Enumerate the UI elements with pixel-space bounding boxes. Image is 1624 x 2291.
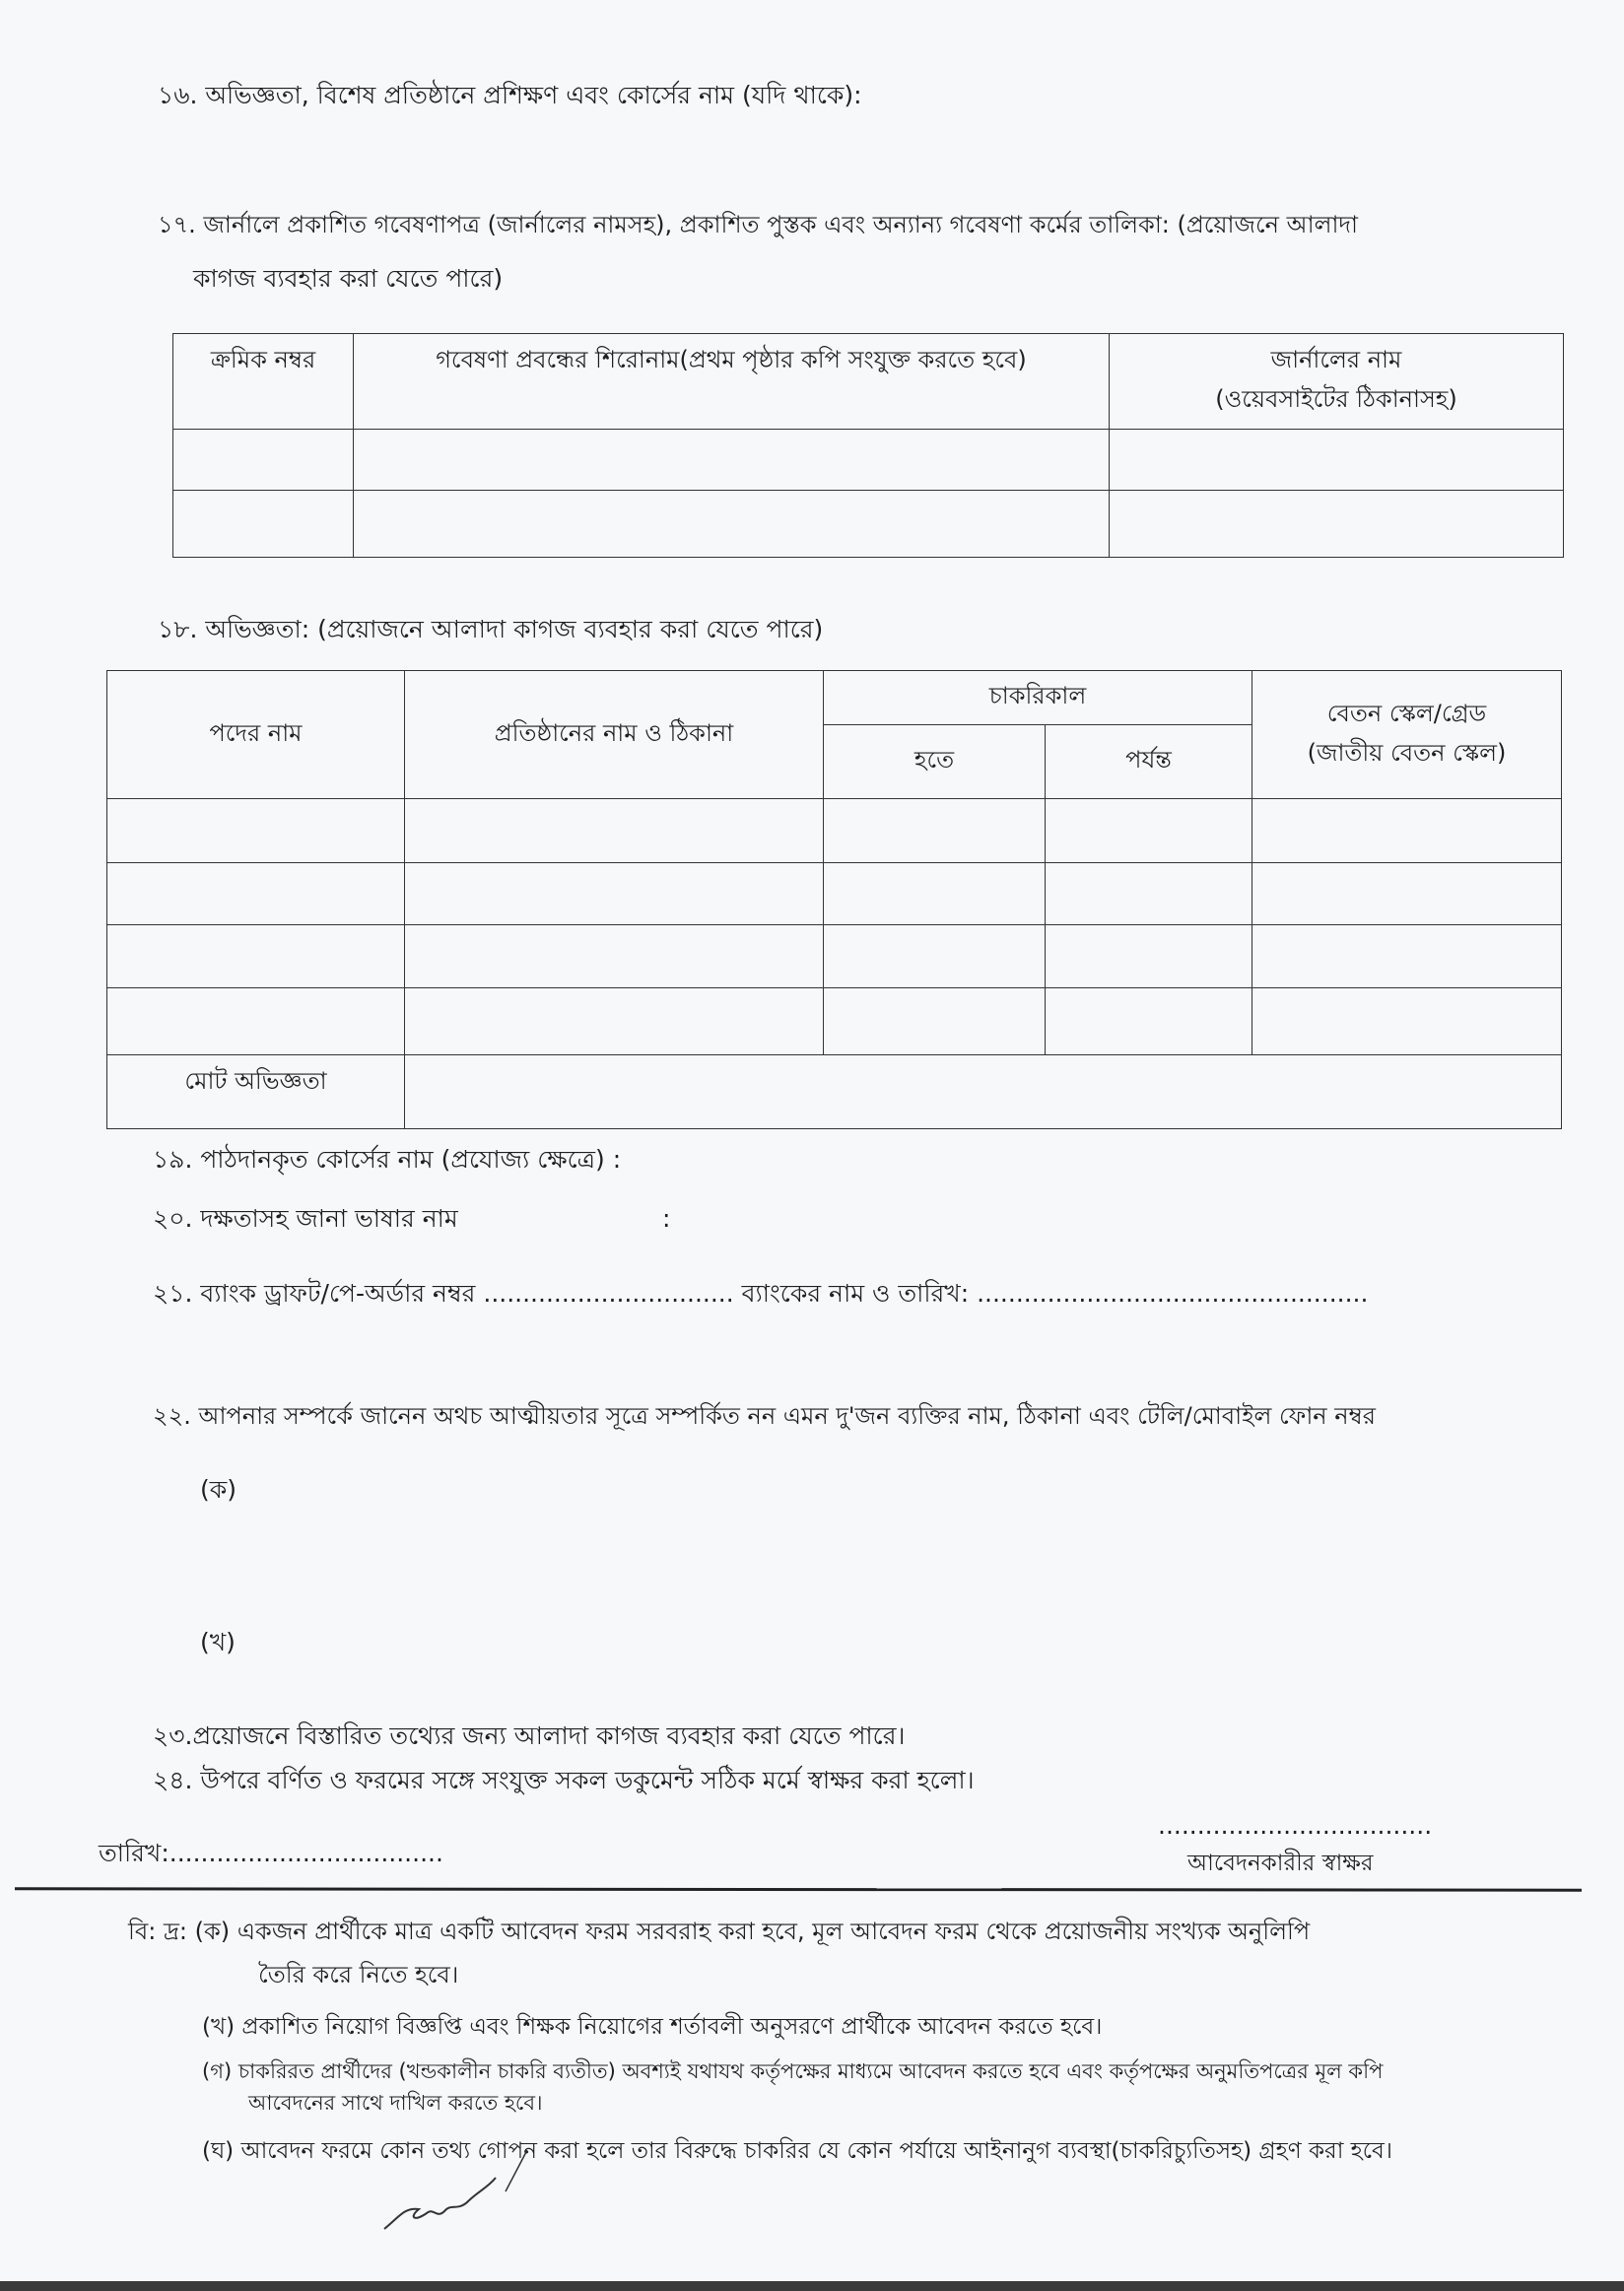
draft-number-field[interactable]: ................................ bbox=[483, 1279, 734, 1308]
cell[interactable] bbox=[824, 925, 1046, 988]
cell[interactable] bbox=[405, 988, 824, 1055]
header-post: পদের নাম bbox=[107, 671, 405, 799]
item-17-cont: কাগজ ব্যবহার করা যেতে পারে) bbox=[193, 264, 504, 293]
header-scale bbox=[1252, 671, 1562, 799]
signature-label: আবেদনকারীর স্বাক্ষর bbox=[1187, 1851, 1374, 1876]
note-ka-cont: তৈরি করে নিতে হবে। bbox=[258, 1961, 459, 1988]
header-scale-2: (জাতীয় বেতন স্কেল) bbox=[1307, 738, 1507, 767]
cell[interactable] bbox=[405, 799, 824, 863]
cell[interactable] bbox=[824, 799, 1046, 863]
cell[interactable] bbox=[354, 430, 1110, 491]
bank-label: ব্যাংকের নাম ও তারিখ: bbox=[741, 1279, 970, 1308]
item-17: ১৭. জার্নালে প্রকাশিত গবেষণাপত্র (জার্নালের নামসহ), প্রকাশিত পুস্তক এবং অন্যান্য গবেষণা কর্মের তালিকা: (প্রয়োজনে আলাদা bbox=[158, 211, 1358, 238]
header-journal-web: (ওয়েবসাইটের ঠিকানাসহ) bbox=[1215, 385, 1457, 413]
cell[interactable] bbox=[405, 863, 824, 925]
header-to: পর্যন্ত bbox=[1046, 725, 1252, 799]
cell[interactable] bbox=[1046, 799, 1252, 863]
note-ka bbox=[128, 1918, 1310, 1946]
signature-line[interactable]: ................................... bbox=[1158, 1811, 1433, 1840]
cell[interactable] bbox=[1046, 863, 1252, 925]
item-21 bbox=[153, 1279, 1368, 1309]
handwritten-signature bbox=[379, 2148, 527, 2237]
cell[interactable] bbox=[107, 988, 405, 1055]
cell[interactable] bbox=[1046, 925, 1252, 988]
item-22-ka: (ক) bbox=[200, 1475, 237, 1504]
header-journal-name: জার্নালের নাম bbox=[1270, 346, 1402, 373]
header-title: গবেষণা প্রবন্ধের শিরোনাম(প্রথম পৃষ্ঠার কপি সংযুক্ত করতে হবে) bbox=[354, 334, 1110, 430]
item-22-kha: (খ) bbox=[200, 1628, 236, 1656]
header-serial: ক্রমিক নম্বর bbox=[173, 334, 354, 430]
item-19: ১৯. পাঠদানকৃত কোর্সের নাম (প্রযোজ্য ক্ষেত্রে) : bbox=[153, 1145, 622, 1174]
item-18: ১৮. অভিজ্ঞতা: (প্রয়োজনে আলাদা কাগজ ব্যবহার করা যেতে পারে) bbox=[158, 615, 824, 643]
experience-table bbox=[106, 670, 1562, 1129]
header-period: চাকরিকাল bbox=[824, 671, 1252, 725]
header-journal bbox=[1110, 334, 1564, 430]
item-20-colon: : bbox=[662, 1204, 671, 1233]
item-24: ২৪. উপরে বর্ণিত ও ফরমের সঙ্গে সংযুক্ত সকল ডকুমেন্ট সঠিক মর্মে স্বাক্ষর করা হলো। bbox=[153, 1766, 975, 1794]
bank-field[interactable]: .................................................. bbox=[977, 1279, 1369, 1308]
cell[interactable] bbox=[173, 491, 354, 558]
cell[interactable] bbox=[1252, 863, 1562, 925]
cell[interactable] bbox=[405, 925, 824, 988]
header-from: হতে bbox=[824, 725, 1046, 799]
header-org: প্রতিষ্ঠানের নাম ও ঠিকানা bbox=[405, 671, 824, 799]
total-experience-label: মোট অভিজ্ঞতা bbox=[107, 1055, 405, 1129]
divider bbox=[15, 1887, 1582, 1891]
cell[interactable] bbox=[107, 799, 405, 863]
note-ga: (গ) চাকরিরত প্রার্থীদের (খন্ডকালীন চাকরি ব্যতীত) অবশ্যই যথাযথ কর্তৃপক্ষের মাধ্যমে আবেদন করতে হবে এবং কর্তৃপক্ষের অনুমতিপত্রের মূল কপি bbox=[202, 2059, 1384, 2083]
cell[interactable] bbox=[1110, 491, 1564, 558]
cell[interactable] bbox=[1252, 799, 1562, 863]
draft-label: ২১. ব্যাংক ড্রাফট/পে-অর্ডার নম্বর bbox=[153, 1279, 476, 1308]
cell[interactable] bbox=[354, 491, 1110, 558]
scan-edge bbox=[0, 2281, 1624, 2291]
date-label: তারিখ: bbox=[99, 1839, 169, 1867]
header-scale-1: বেতন স্কেল/গ্রেড bbox=[1326, 699, 1487, 727]
item-16: ১৬. অভিজ্ঞতা, বিশেষ প্রতিষ্ঠানে প্রশিক্ষণ এবং কোর্সের নাম (যদি থাকে): bbox=[158, 81, 862, 109]
cell[interactable] bbox=[173, 430, 354, 491]
cell[interactable] bbox=[824, 988, 1046, 1055]
cell[interactable] bbox=[1110, 430, 1564, 491]
date-row bbox=[99, 1839, 443, 1868]
item-20: ২০. দক্ষতাসহ জানা ভাষার নাম bbox=[153, 1204, 458, 1233]
note-kha: (খ) প্রকাশিত নিয়োগ বিজ্ঞপ্তি এবং শিক্ষক নিয়োগের শর্তাবলী অনুসরণে প্রার্থীকে আবেদন করতে হবে। bbox=[202, 2014, 1103, 2040]
cell[interactable] bbox=[107, 925, 405, 988]
item-22: ২২. আপনার সম্পর্কে জানেন অথচ আত্মীয়তার সূত্রে সম্পর্কিত নন এমন দু'জন ব্যক্তির নাম, ঠিকানা এবং টেলি/মোবাইল ফোন নম্বর bbox=[153, 1402, 1376, 1430]
total-experience-value[interactable] bbox=[405, 1055, 1562, 1129]
cell[interactable] bbox=[1252, 925, 1562, 988]
date-field[interactable]: ................................... bbox=[169, 1839, 443, 1867]
cell[interactable] bbox=[1252, 988, 1562, 1055]
note-gha: (ঘ) আবেদন ফরমে কোন তথ্য গোপন করা হলে তার বিরুদ্ধে চাকরির যে কোন পর্যায়ে আইনানুগ ব্যবস্থা(চাকরিচ্যুতিসহ) গ্রহণ করা হবে। bbox=[202, 2138, 1393, 2164]
note-ga-cont: আবেদনের সাথে দাখিল করতে হবে। bbox=[248, 2091, 543, 2115]
note-prefix: বি: দ্র: bbox=[128, 1918, 187, 1945]
item-23: ২৩.প্রয়োজনে বিস্তারিত তথ্যের জন্য আলাদা কাগজ ব্যবহার করা যেতে পারে। bbox=[153, 1721, 906, 1750]
note-ka-text: (ক) একজন প্রার্থীকে মাত্র একটি আবেদন ফরম সরবরাহ করা হবে, মূল আবেদন ফরম থেকে প্রয়োজনীয় সংখ্যক অনুলিপি bbox=[194, 1918, 1311, 1945]
cell[interactable] bbox=[107, 863, 405, 925]
research-table bbox=[172, 333, 1564, 558]
cell[interactable] bbox=[824, 863, 1046, 925]
cell[interactable] bbox=[1046, 988, 1252, 1055]
